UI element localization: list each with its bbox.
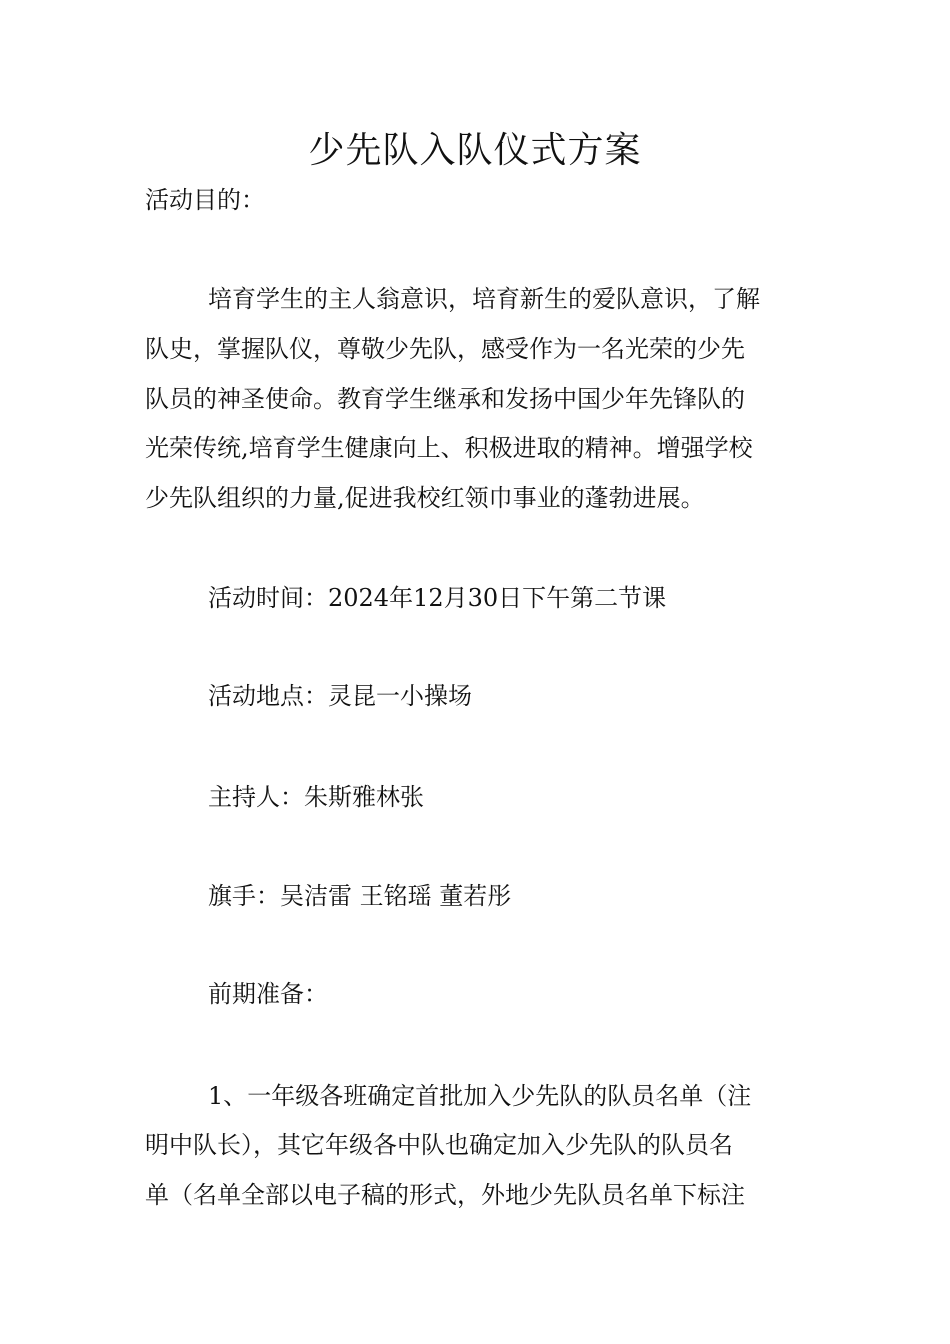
preparation-item-1-line-2: 明中队长），其它年级各中队也确定加入少先队的队员名 bbox=[145, 1131, 733, 1159]
activity-host: 主持人：朱斯雅林张 bbox=[208, 783, 424, 811]
purpose-heading: 活动目的： bbox=[145, 186, 265, 214]
purpose-line-3: 队员的神圣使命。教育学生继承和发扬中国少年先锋队的 bbox=[145, 385, 745, 413]
purpose-line-2: 队史，掌握队仪，尊敬少先队，感受作为一名光荣的少先 bbox=[145, 335, 745, 363]
purpose-line-4: 光荣传统,培育学生健康向上、积极进取的精神。增强学校 bbox=[145, 434, 753, 462]
document-title: 少先队入队仪式方案 bbox=[308, 130, 642, 171]
preparation-item-1-line-3: 单（名单全部以电子稿的形式，外地少先队员名单下标注 bbox=[145, 1181, 745, 1209]
flag-bearers: 旗手：吴洁雷 王铭瑶 董若彤 bbox=[208, 882, 512, 910]
activity-time: 活动时间：2024年12月30日下午第二节课 bbox=[208, 584, 667, 612]
preparation-item-1-line-1: 1、一年级各班确定首批加入少先队的队员名单（注 bbox=[208, 1082, 752, 1110]
preparation-heading: 前期准备： bbox=[208, 980, 328, 1008]
purpose-line-1: 培育学生的主人翁意识，培育新生的爱队意识，了解 bbox=[208, 285, 760, 313]
activity-location: 活动地点：灵昆一小操场 bbox=[208, 682, 472, 710]
purpose-line-5: 少先队组织的力量,促进我校红领巾事业的蓬勃进展。 bbox=[145, 484, 705, 512]
